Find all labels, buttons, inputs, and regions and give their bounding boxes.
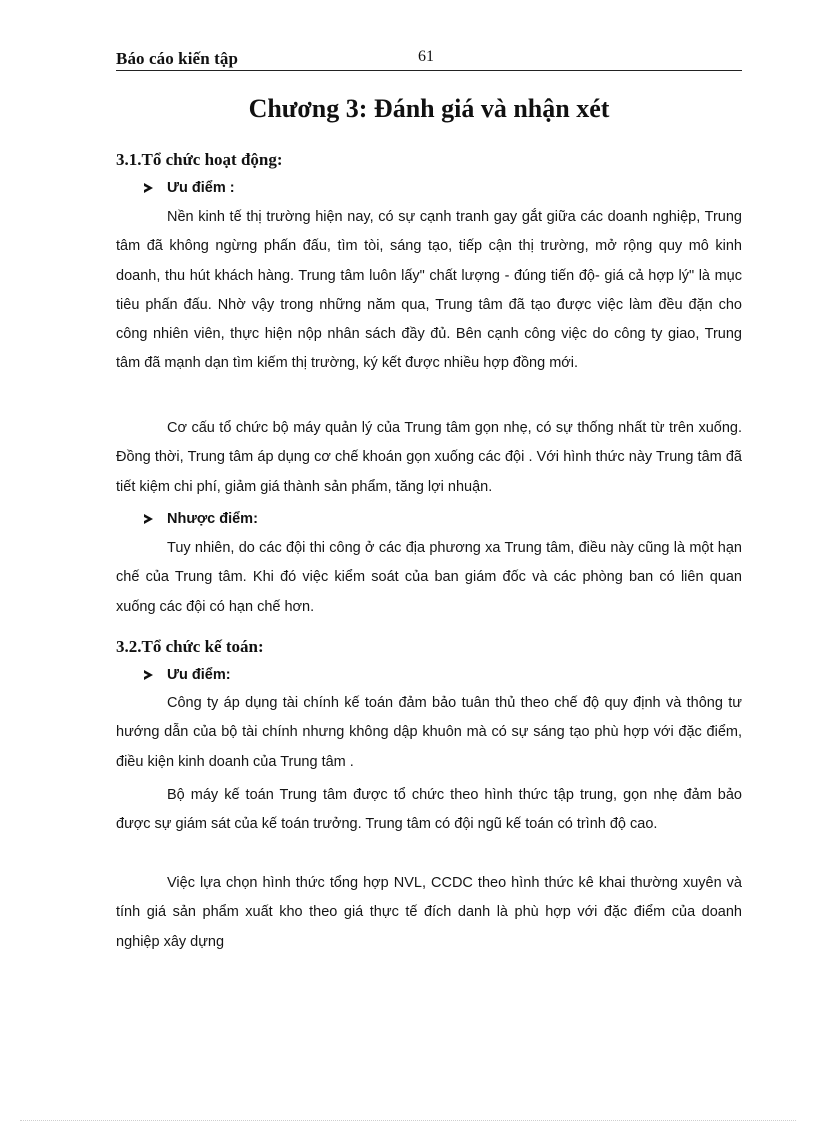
page-bottom-edge bbox=[20, 1120, 796, 1121]
paragraph: Cơ cấu tổ chức bộ máy quản lý của Trung tâm gọn nhẹ, có sự thống nhất từ trên xuống. Đồng thời, Trung tâm áp dụng cơ chế khoán gọn xuống các đội . Với hình thức này Trung tâm đã tiết kiệm chi phí, giảm giá thành sản phẩm, tăng lợi nhuận. bbox=[116, 420, 742, 495]
section-heading-3-2: 3.2.Tổ chức kế toán: bbox=[116, 637, 264, 656]
bullet-label: Ưu điểm: bbox=[167, 667, 231, 683]
arrow-bullet-icon bbox=[144, 183, 153, 193]
paragraph: Bộ máy kế toán Trung tâm được tổ chức theo hình thức tập trung, gọn nhẹ đảm bảo được sự giám sát của kế toán trưởng. Trung tâm có đội ngũ kế toán có trình độ cao. bbox=[116, 787, 742, 833]
paragraph: Nền kinh tế thị trường hiện nay, có sự cạnh tranh gay gắt giữa các doanh nghiệp, Trung tâm đã không ngừng phấn đấu, tìm tòi, sáng tạo, tiếp cận thị trường, mở rộng quy mô kinh doanh, thu hút khách hàng. Trung tâm luôn lấy" chất lượng - đúng tiến độ- giá cả hợp lý" là mục tiêu phấn đấu. Nhờ vậy trong những năm qua, Trung tâm đã tạo được việc làm đều đặn cho công nhiên viên, thực hiện nộp nhân sách đầy đủ. Bên cạnh công việc do công ty giao, Trung tâm đã mạnh dạn tìm kiếm thị trường, ký kết được nhiều hợp đồng mới. bbox=[116, 209, 742, 372]
arrow-bullet-icon bbox=[144, 670, 153, 680]
bullet-advantages-3-1 bbox=[144, 180, 235, 196]
page-header bbox=[116, 44, 742, 71]
bullet-advantages-3-2 bbox=[144, 667, 231, 683]
bullet-label: Ưu điểm : bbox=[167, 180, 235, 196]
chapter-title: Chương 3: Đánh giá và nhận xét bbox=[248, 94, 610, 123]
paragraph: Việc lựa chọn hình thức tổng hợp NVL, CCDC theo hình thức kê khai thường xuyên và tính giá sản phẩm xuất kho theo giá thực tế đích danh là phù hợp với đặc điểm của doanh nghiệp xây dựng bbox=[116, 875, 742, 950]
bullet-disadvantages-3-1 bbox=[144, 511, 258, 527]
bullet-label: Nhược điểm: bbox=[167, 511, 258, 527]
header-title: Báo cáo kiến tập bbox=[116, 49, 239, 68]
section-heading-3-1: 3.1.Tổ chức hoạt động: bbox=[116, 150, 283, 169]
paragraph: Công ty áp dụng tài chính kế toán đảm bảo tuân thủ theo chế độ quy định và thông tư hướng dẫn của bộ tài chính nhưng không dập khuôn mà có sự sáng tạo phù hợp với đặc điểm, điều kiện kinh doanh của Trung tâm . bbox=[116, 695, 742, 770]
paragraph: Tuy nhiên, do các đội thi công ở các địa phương xa Trung tâm, điều này cũng là một hạn chế của Trung tâm. Khi đó việc kiểm soát của ban giám đốc và các phòng ban có liên quan xuống các đội có hạn chế hơn. bbox=[116, 540, 742, 615]
arrow-bullet-icon bbox=[144, 514, 153, 524]
page-number: 61 bbox=[418, 48, 434, 65]
